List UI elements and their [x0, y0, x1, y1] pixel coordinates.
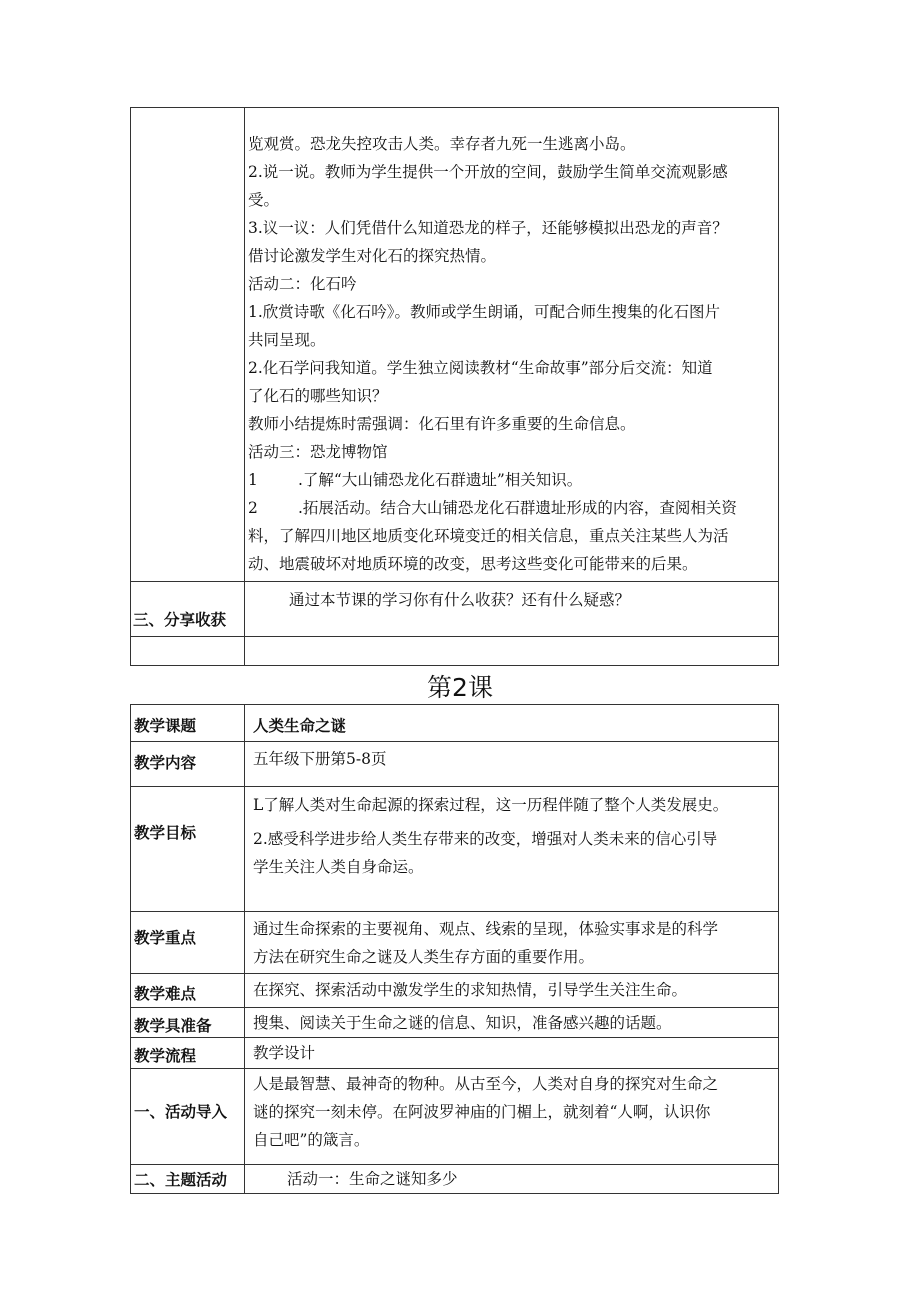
goal-item: 学生关注人类自身命运。	[253, 858, 424, 876]
difficulty-cell: 在探究、探索活动中激发学生的求知热情，引导学生关注生命。	[245, 974, 779, 1008]
intro-line: 谜的探究一刻未停。在阿波罗神庙的门楣上，就刻着“人啊，认识你	[253, 1103, 711, 1121]
text-line: 2.说一说。教师为学生提供一个开放的空间，鼓励学生简单交流观影感	[248, 163, 728, 181]
content-value-cell: 五年级下册第5-8页	[245, 742, 779, 787]
main-cell: 活动一：生命之谜知多少	[245, 1165, 779, 1194]
empty-label-cell	[131, 108, 245, 582]
text-line: 教师小结提炼时需强调：化石里有许多重要的生命信息。	[248, 415, 636, 433]
intro-cell	[245, 1069, 779, 1165]
text-line: 2.化石学问我知道。学生独立阅读教材“生命故事”部分后交流：知道	[248, 359, 713, 377]
text-line: 3.议一议：人们凭借什么知道恐龙的样子，还能够模拟出恐龙的声音？	[248, 219, 728, 237]
share-label: 三、分享收获	[133, 611, 227, 629]
text-line: 了化石的哪些知识？	[248, 387, 388, 405]
goals-label-cell: 教学目标	[131, 787, 245, 912]
share-text: 通过本节课的学习你有什么收获？还有什么疑惑？	[289, 591, 631, 609]
list-item: 1 .了解“大山铺恐龙化石群遗址”相关知识。	[248, 471, 583, 489]
text-line: 料，了解四川地区地质变化环境变迁的相关信息，重点关注某些人为活	[248, 527, 729, 545]
text-line: 受。	[248, 191, 280, 209]
difficulty-label-cell: 教学难点	[131, 974, 245, 1008]
prep-label-cell: 教学具准备	[131, 1008, 245, 1038]
intro-label-cell: 一、活动导入	[131, 1069, 245, 1165]
focus-line: 方法在研究生命之谜及人类生存方面的重要作用。	[253, 948, 595, 966]
text-line: 活动二：化石吟	[248, 275, 357, 293]
flow-cell: 教学设计	[245, 1038, 779, 1069]
list-item: 2 .拓展活动。结合大山铺恐龙化石群遗址形成的内容，查阅相关资	[248, 499, 737, 517]
empty-cell	[245, 637, 779, 666]
goal-item: L了解人类对生命起源的探索过程，这一历程伴随了整个人类发展史。	[253, 796, 729, 814]
focus-label-cell: 教学重点	[131, 912, 245, 974]
topic-label-cell: 教学课题	[131, 705, 245, 742]
lesson1-table	[130, 107, 779, 666]
goals-cell	[245, 787, 779, 912]
text-line: 借讨论激发学生对化石的探究热情。	[248, 247, 497, 265]
activities-cell	[245, 108, 779, 582]
share-cell	[245, 582, 779, 637]
focus-line: 通过生命探索的主要视角、观点、线索的呈现，体验实事求是的科学	[253, 920, 719, 938]
focus-cell	[245, 912, 779, 974]
prep-cell: 搜集、阅读关于生命之谜的信息、知识，准备感兴趣的话题。	[245, 1008, 779, 1038]
text-line: 览观赏。恐龙失控攻击人类。幸存者九死一生逃离小岛。	[248, 135, 636, 153]
share-label-cell	[131, 582, 245, 637]
text-line: 动、地震破坏对地质环境的改变，思考这些变化可能带来的后果。	[248, 555, 698, 573]
topic-value-cell: 人类生命之谜	[245, 705, 779, 742]
main-label-cell: 二、主题活动	[131, 1165, 245, 1194]
lesson2-table	[130, 704, 779, 1194]
content-label-cell: 教学内容	[131, 742, 245, 787]
text-line: 1.欣赏诗歌《化石吟》。教师或学生朗诵，可配合师生搜集的化石图片	[248, 303, 721, 321]
intro-line: 人是最智慧、最神奇的物种。从古至今，人类对自身的探究对生命之	[253, 1075, 719, 1093]
empty-cell	[131, 637, 245, 666]
goal-item: 2.感受科学进步给人类生存带来的改变，增强对人类未来的信心引导	[253, 830, 718, 848]
intro-line: 自己吧”的箴言。	[253, 1131, 370, 1149]
text-line: 共同呈现。	[248, 331, 326, 349]
lesson-title: 第2课	[427, 673, 493, 702]
flow-label-cell: 教学流程	[131, 1038, 245, 1069]
text-line: 活动三：恐龙博物馆	[248, 443, 388, 461]
